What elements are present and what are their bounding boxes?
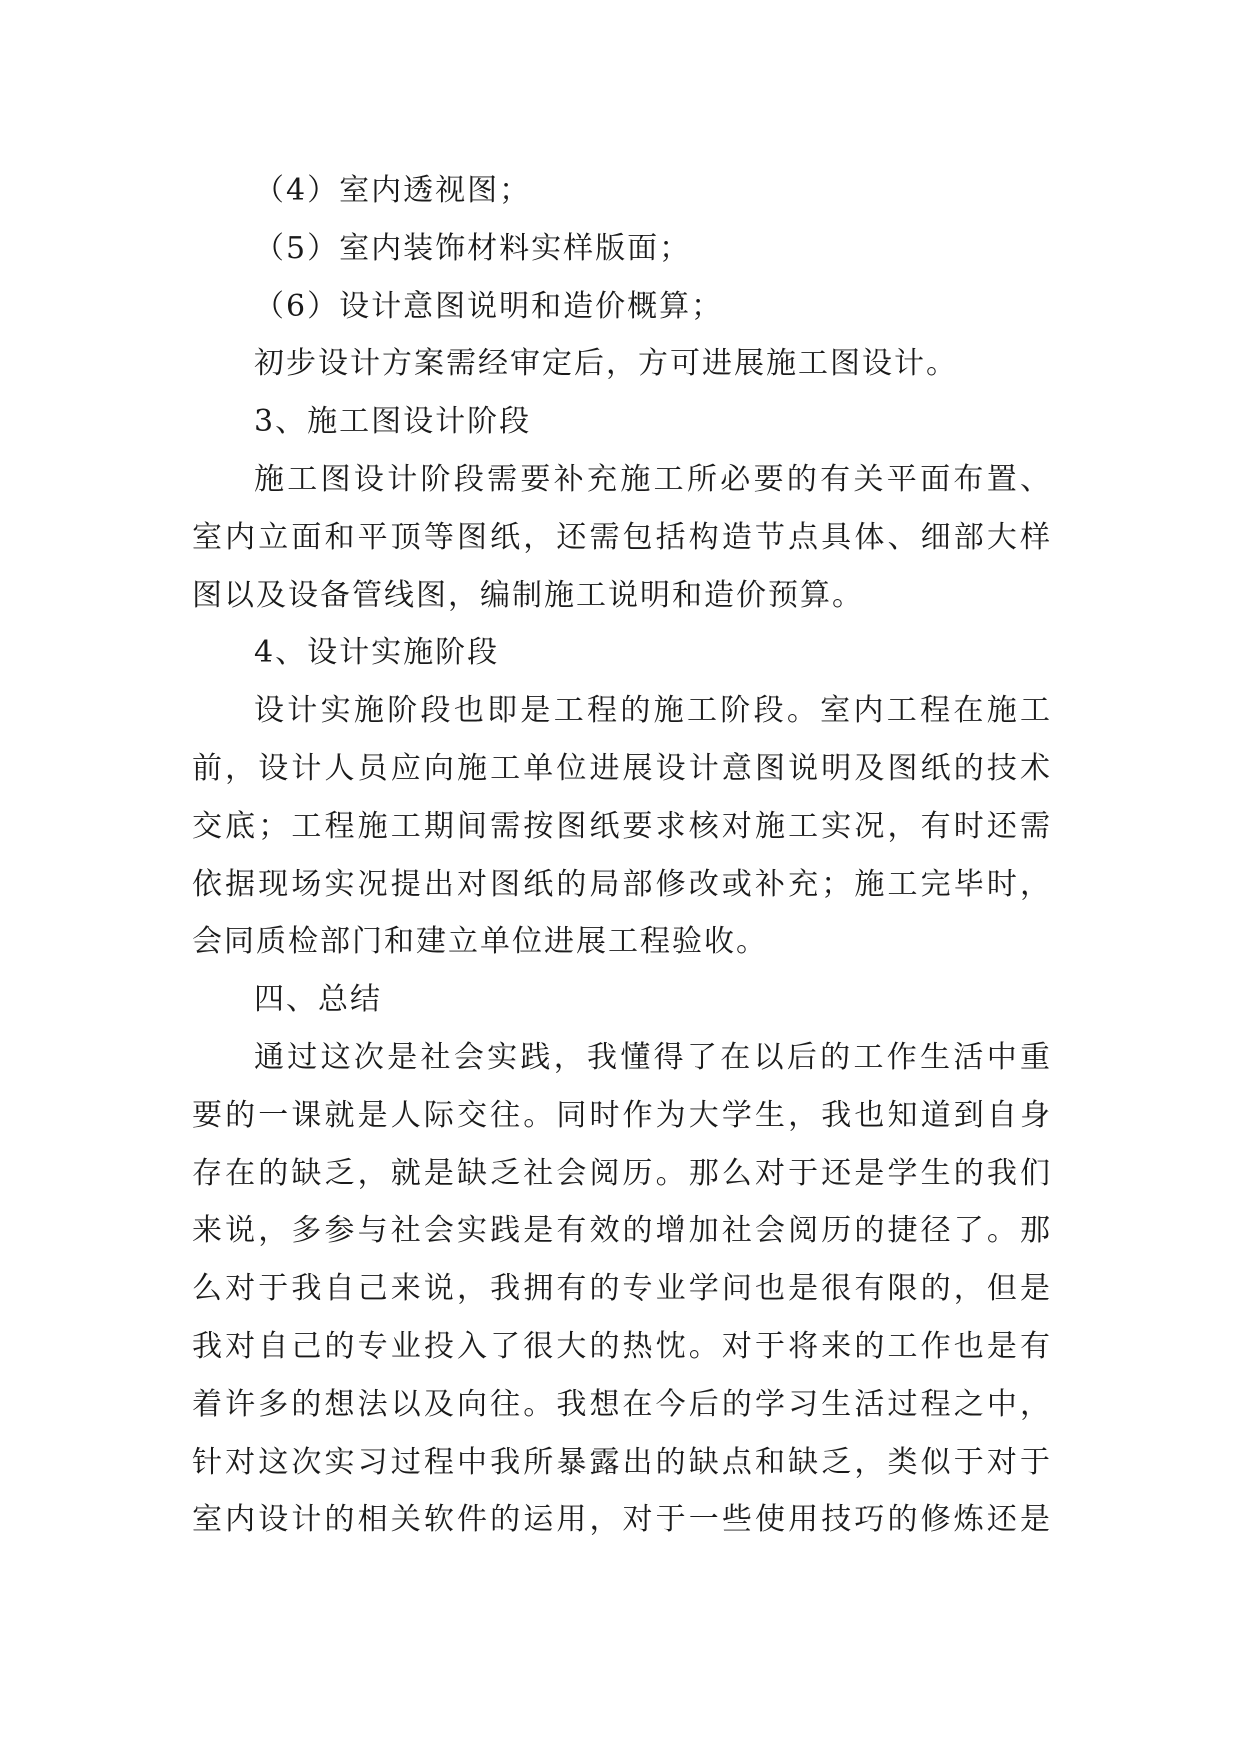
paragraph-line: 室内立面和平顶等图纸，还需包括构造节点具体、细部大样 xyxy=(192,519,1052,555)
paragraph-line: 针对这次实习过程中我所暴露出的缺点和缺乏，类似于对于 xyxy=(192,1444,1052,1480)
paragraph-line: 来说，多参与社会实践是有效的增加社会阅历的捷径了。那 xyxy=(192,1213,1052,1249)
section-heading: 4、设计实施阶段 xyxy=(254,635,500,671)
paragraph-line: 么对于我自己来说，我拥有的专业学问也是很有限的，但是 xyxy=(192,1271,1052,1307)
paragraph-line: 通过这次是社会实践，我懂得了在以后的工作生活中重 xyxy=(254,1039,1052,1075)
section-heading: 3、施工图设计阶段 xyxy=(254,404,532,440)
paragraph-line: 设计实施阶段也即是工程的施工阶段。室内工程在施工 xyxy=(254,693,1052,729)
paragraph-line: 初步设计方案需经审定后，方可进展施工图设计。 xyxy=(254,346,958,382)
paragraph-line: 依据现场实况提出对图纸的局部修改或补充；施工完毕时， xyxy=(192,866,1052,902)
paragraph-line: 会同质检部门和建立单位进展工程验收。 xyxy=(192,924,768,960)
paragraph-line: 施工图设计阶段需要补充施工所必要的有关平面布置、 xyxy=(254,461,1052,497)
paragraph-line: 要的一课就是人际交往。同时作为大学生，我也知道到自身 xyxy=(192,1097,1052,1133)
paragraph-line: 着许多的想法以及向往。我想在今后的学习生活过程之中， xyxy=(192,1386,1052,1422)
paragraph-line: 存在的缺乏，就是缺乏社会阅历。那么对于还是学生的我们 xyxy=(192,1155,1052,1191)
paragraph-line: 交底；工程施工期间需按图纸要求核对施工实况，有时还需 xyxy=(192,808,1052,844)
list-item-5: （5）室内装饰材料实样版面； xyxy=(254,230,692,266)
paragraph-line: 前，设计人员应向施工单位进展设计意图说明及图纸的技术 xyxy=(192,750,1052,786)
paragraph-line: 室内设计的相关软件的运用，对于一些使用技巧的修炼还是 xyxy=(192,1502,1052,1538)
paragraph-line: 图以及设备管线图，编制施工说明和造价预算。 xyxy=(192,577,864,613)
section-heading: 四、总结 xyxy=(254,982,382,1018)
document-body xyxy=(192,162,1052,1549)
paragraph-line: 我对自己的专业投入了很大的热忱。对于将来的工作也是有 xyxy=(192,1328,1052,1364)
list-item-6: （6）设计意图说明和造价概算； xyxy=(254,288,724,324)
list-item-4: （4）室内透视图； xyxy=(254,173,532,208)
